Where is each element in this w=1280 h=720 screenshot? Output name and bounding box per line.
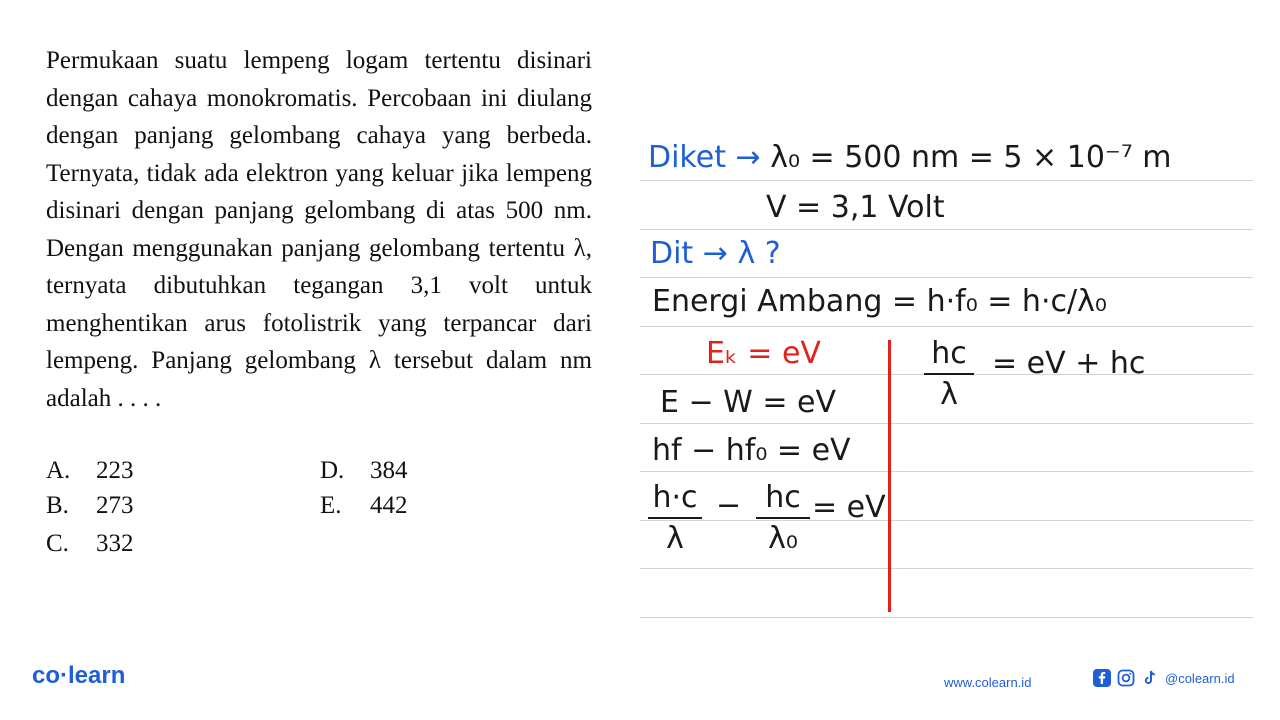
fraction-numerator: hc bbox=[765, 480, 801, 515]
dit-label: Dit bbox=[650, 236, 694, 271]
given-wavelength: λ₀ = 500 nm = 5 × 10⁻⁷ m bbox=[770, 140, 1172, 175]
arrow-right-icon: → bbox=[702, 236, 728, 271]
option-value: 273 bbox=[96, 492, 134, 519]
fraction-hc-lambda-right bbox=[924, 336, 974, 412]
equation-frequency: hf − hf₀ = eV bbox=[652, 433, 851, 468]
dit-row bbox=[650, 236, 781, 271]
vertical-divider bbox=[888, 340, 891, 612]
threshold-energy: Energi Ambang = h·f₀ = h·c/λ₀ bbox=[652, 284, 1107, 319]
option-d bbox=[320, 456, 408, 486]
option-c bbox=[46, 529, 134, 559]
fraction-hc-lambda bbox=[648, 480, 702, 556]
fraction-denominator: λ bbox=[940, 377, 958, 412]
equation-kinetic: Eₖ = eV bbox=[706, 336, 821, 371]
fraction-bar bbox=[924, 373, 974, 375]
ruled-line bbox=[640, 568, 1253, 569]
option-e bbox=[320, 491, 408, 521]
facebook-icon[interactable] bbox=[1093, 669, 1111, 687]
ruled-line bbox=[640, 423, 1253, 424]
social-handle: @colearn.id bbox=[1165, 670, 1235, 686]
question-text: Permukaan suatu lempeng logam tertentu disinari dengan cahaya monokromatis. Percobaan ini diulang dengan panjang gelombang cahaya yang berbeda. Ternyata, tidak ada elektron yang keluar jika lempeng disinari dengan panjang gelombang di atas 500 nm. Dengan menggunakan panjang gelombang tertentu λ, ternyata dibutuhkan tegangan 3,1 volt untuk menghentikan arus fotolistrik yang terpancar dari lempeng. Panjang gelombang λ tersebut dalam nm adalah . . . . bbox=[46, 47, 592, 412]
option-value: 442 bbox=[370, 492, 408, 519]
fraction-bar bbox=[756, 517, 810, 519]
option-letter: C. bbox=[46, 530, 69, 557]
given-voltage: V = 3,1 Volt bbox=[766, 190, 945, 225]
equation-work: E − W = eV bbox=[660, 385, 837, 420]
fraction-bar bbox=[648, 517, 702, 519]
option-letter: A. bbox=[46, 457, 71, 484]
option-value: 384 bbox=[370, 457, 408, 484]
question-block bbox=[46, 42, 592, 417]
diket-label: Diket bbox=[648, 140, 726, 175]
fraction-denominator: λ bbox=[666, 521, 684, 556]
ruled-line bbox=[640, 326, 1253, 327]
arrow-right-icon: → bbox=[735, 140, 761, 175]
option-letter: E. bbox=[320, 492, 342, 519]
equation-right-rhs: = eV + hc bbox=[992, 346, 1146, 381]
ruled-line bbox=[640, 229, 1253, 230]
fraction-denominator: λ₀ bbox=[768, 521, 798, 556]
ruled-line bbox=[640, 180, 1253, 181]
ruled-line bbox=[640, 471, 1253, 472]
diket-row bbox=[648, 140, 1172, 175]
fraction-numerator: hc bbox=[931, 336, 967, 371]
option-a bbox=[46, 456, 134, 486]
fraction-hc-lambda0 bbox=[756, 480, 810, 556]
option-value: 332 bbox=[96, 530, 134, 557]
social-bar bbox=[1093, 669, 1235, 687]
option-b bbox=[46, 491, 134, 521]
ruled-line bbox=[640, 277, 1253, 278]
option-value: 223 bbox=[96, 457, 134, 484]
instagram-icon[interactable] bbox=[1117, 669, 1135, 687]
minus-sign: − bbox=[716, 488, 742, 523]
tiktok-icon[interactable] bbox=[1141, 669, 1159, 687]
colearn-logo: co·learn bbox=[32, 662, 126, 689]
website-link[interactable]: www.colearn.id bbox=[944, 675, 1032, 690]
equation-rhs: = eV bbox=[812, 490, 886, 525]
option-letter: D. bbox=[320, 457, 345, 484]
option-letter: B. bbox=[46, 492, 69, 519]
asked-quantity: λ ? bbox=[737, 236, 781, 271]
ruled-line bbox=[640, 617, 1253, 618]
fraction-numerator: h·c bbox=[652, 480, 698, 515]
